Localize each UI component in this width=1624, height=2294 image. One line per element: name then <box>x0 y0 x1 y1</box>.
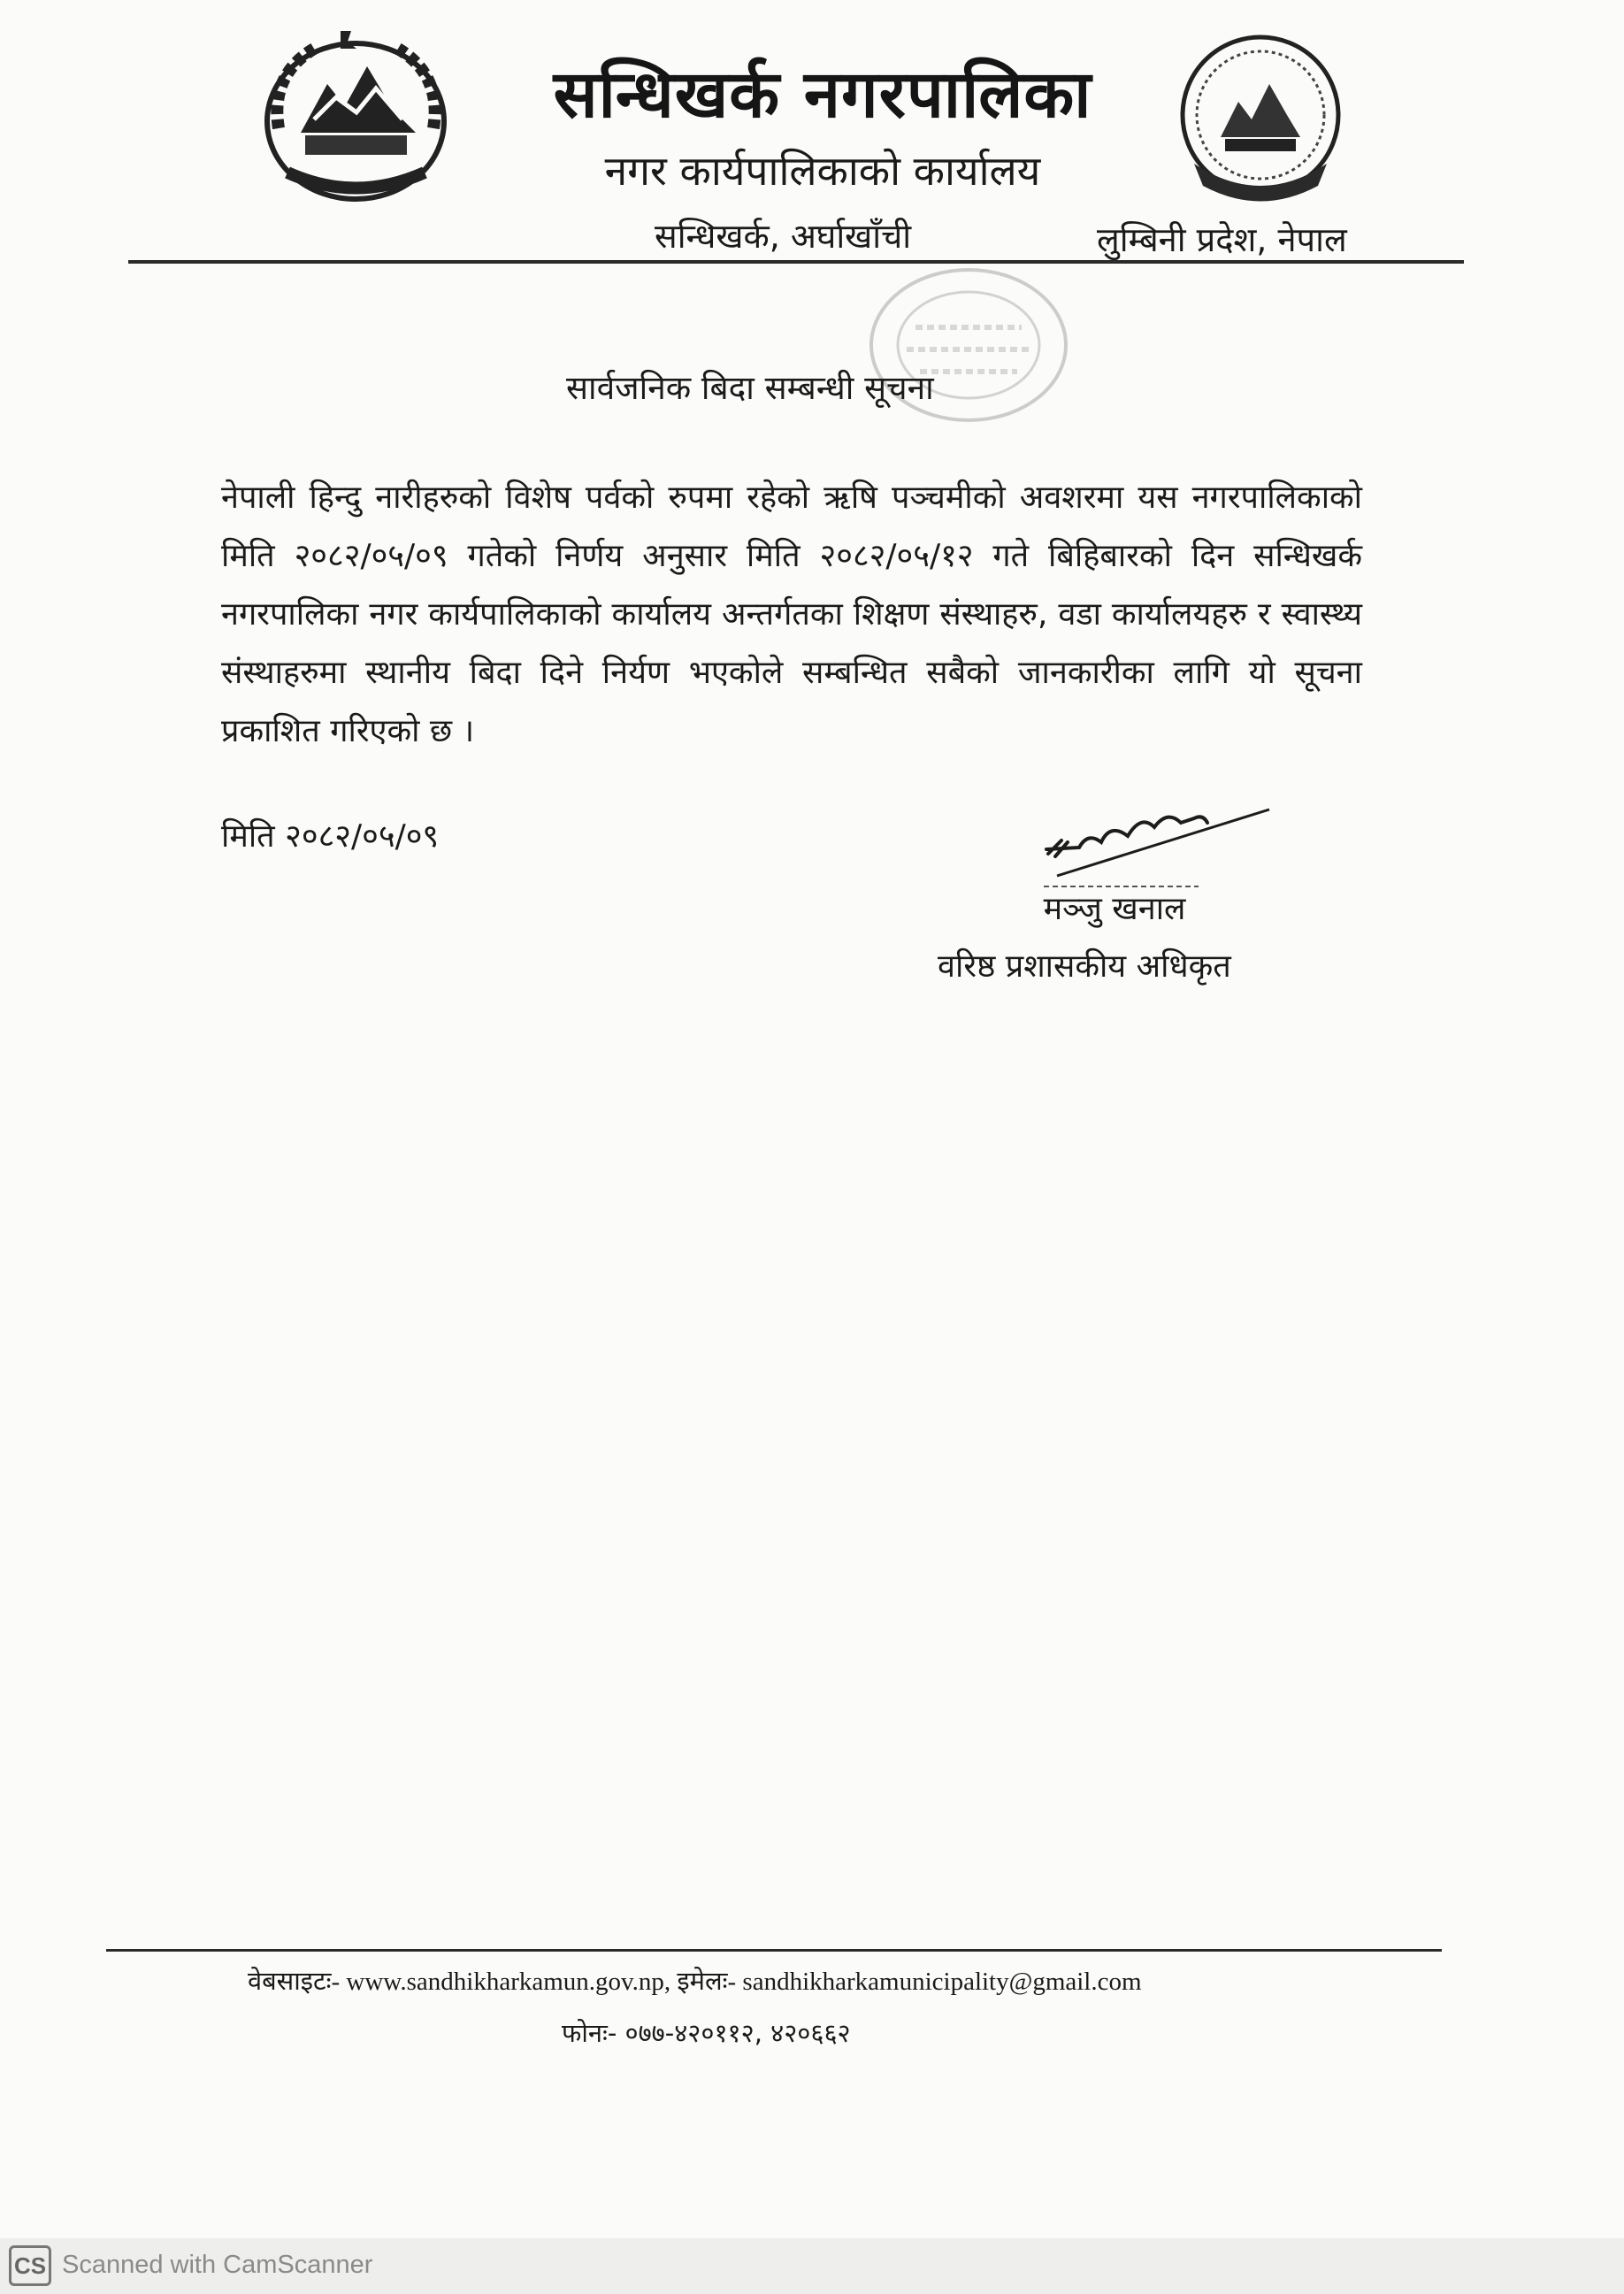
footer-contact-web-email: वेबसाइटः- www.sandhikharkamun.gov.np, इमेलः- sandhikharkamunicipality@gmail.com <box>248 1968 1142 1996</box>
province-location: लुम्बिनी प्रदेश, नेपाल <box>1097 220 1347 259</box>
office-name: नगर कार्यपालिकाको कार्यालय <box>604 147 1041 195</box>
notice-date: मिति २०८२/०५/०९ <box>221 818 440 855</box>
nepal-government-emblem-icon <box>252 22 460 208</box>
signatory-name: मञ्जु खनाल <box>1043 891 1186 927</box>
header-divider <box>128 260 1464 264</box>
camscanner-logo: CS <box>9 2245 51 2286</box>
notice-body: नेपाली हिन्दु नारीहरुको विशेष पर्वको रुपमा रहेको ऋषि पञ्चमीको अवशरमा यस नगरपालिकाको मिति २०८२/०५/०९ गतेको निर्णय अनुसार मिति २०८२/०५/१२ गते बिहिबारको दिन सन्धिखर्क नगरपालिका नगर कार्यपालिकाको कार्यालय अन्तर्गतका शिक्षण संस्थाहरु, वडा कार्यालयहरु र स्वास्थ्य संस्थाहरुमा स्थानीय बिदा दिने निर्यण भएकोले सम्बन्धित सबैको जानकारीका लागि यो सूचना प्रकाशित गरिएको छ । <box>221 480 1362 749</box>
municipality-seal-icon <box>1176 31 1344 208</box>
camscanner-label: Scanned with CamScanner <box>62 2251 373 2279</box>
office-stamp-icon <box>854 257 1084 433</box>
signature-icon <box>1039 787 1278 894</box>
footer-divider <box>106 1949 1442 1952</box>
notice-title: सार्वजनिक बिदा सम्बन्धी सूचना <box>566 369 934 407</box>
footer-contact-phone: फोनः- ०७७-४२०११२, ४२०६६२ <box>562 2018 851 2048</box>
signatory-title: वरिष्ठ प्रशासकीय अधिकृत <box>938 948 1231 985</box>
municipality-name: सन्धिखर्क नगरपालिका <box>553 57 1092 133</box>
office-location: सन्धिखर्क, अर्घाखाँची <box>655 217 912 256</box>
